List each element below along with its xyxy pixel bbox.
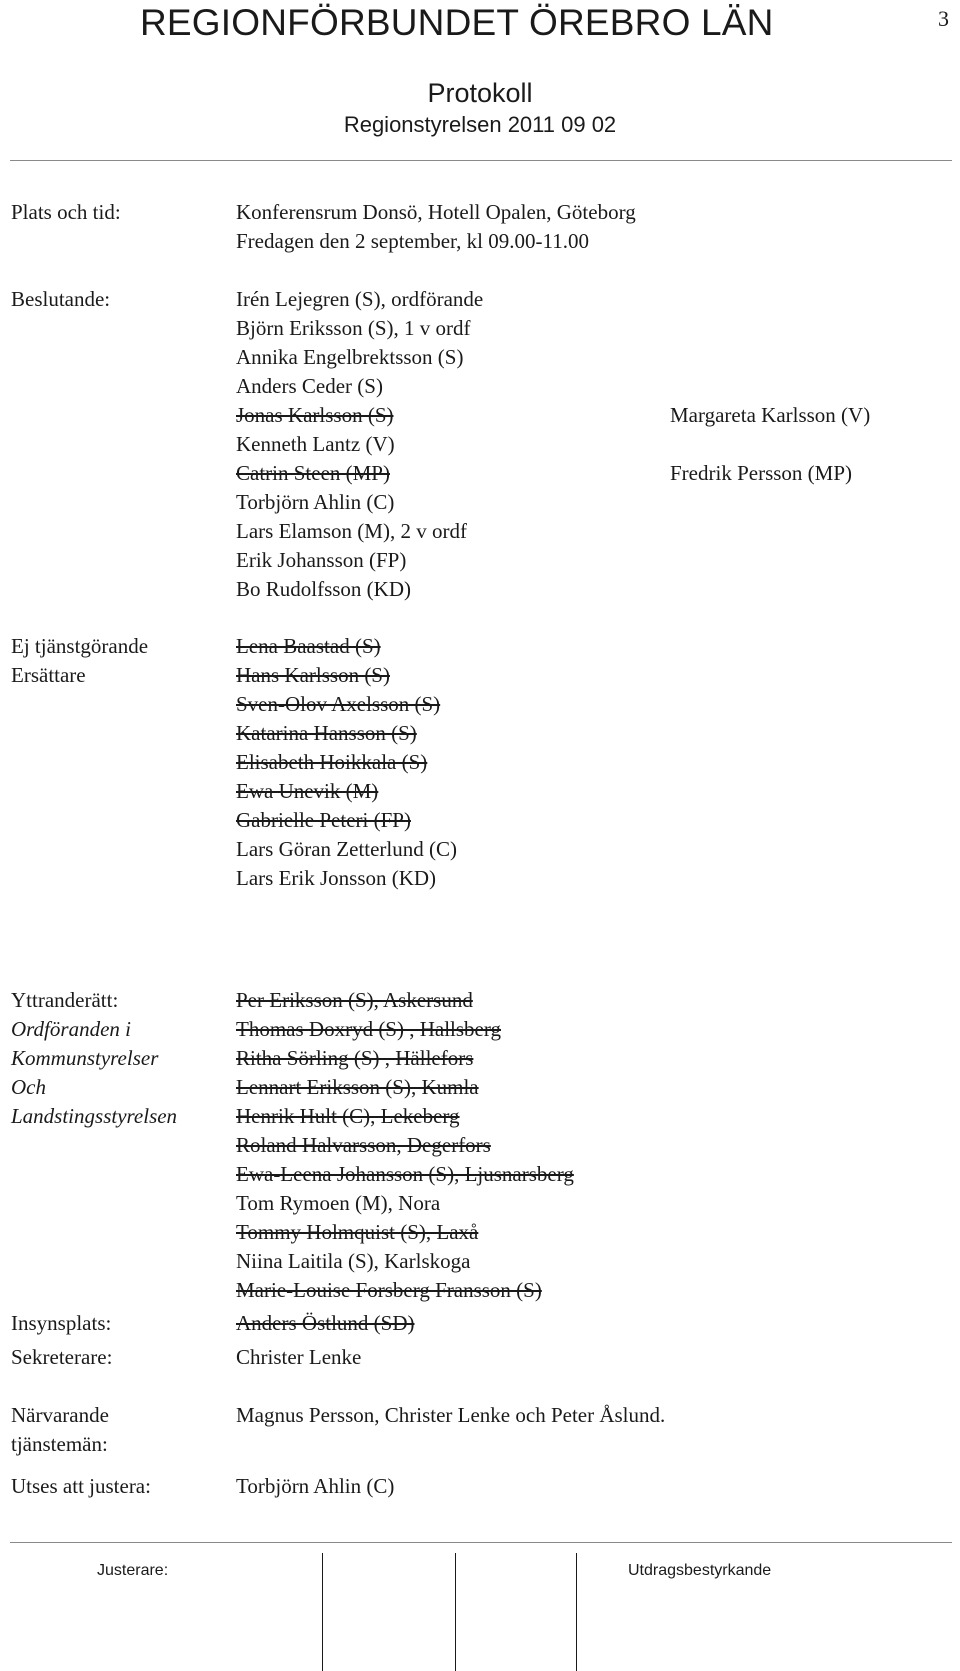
plats-line: Konferensrum Donsö, Hotell Opalen, Göteborg	[236, 200, 636, 224]
member-line: Kenneth Lantz (V)	[236, 432, 395, 456]
member-line: Lars Göran Zetterlund (C)	[236, 837, 458, 861]
plats-label: Plats och tid:	[11, 200, 121, 224]
member-line-struck: Marie-Louise Forsberg Fransson (S)	[236, 1278, 542, 1302]
signature-divider	[576, 1553, 577, 1671]
member-line-struck: Gabrielle Peteri (FP)	[236, 808, 411, 832]
plats-block	[236, 198, 636, 256]
beslutande-label-block	[11, 285, 110, 314]
sekreterare-label: Sekreterare:	[11, 1345, 113, 1369]
member-line-struck: Tommy Holmquist (S), Laxå	[236, 1220, 479, 1244]
utdragsbestyrkande-label: Utdragsbestyrkande	[628, 1562, 772, 1579]
member-line-struck: Henrik Hult (C), Lekeberg	[236, 1104, 460, 1128]
yttranderatt-list	[236, 986, 574, 1305]
member-line: Anders Ceder (S)	[236, 374, 383, 398]
ersattare-label-line1: Ej tjänstgörande	[11, 634, 149, 658]
document-subtitle: Regionstyrelsen 2011 09 02	[343, 112, 617, 137]
yttranderatt-sublabel-line: Och	[11, 1075, 46, 1099]
member-line-struck: Roland Halvarsson, Degerfors	[236, 1133, 491, 1157]
member-line: Bo Rudolfsson (KD)	[236, 577, 412, 601]
member-line: Björn Eriksson (S), 1 v ordf	[236, 316, 471, 340]
header-divider	[10, 160, 952, 161]
member-line: Tom Rymoen (M), Nora	[236, 1191, 441, 1215]
member-line-struck: Thomas Doxryd (S) , Hallsberg	[236, 1017, 501, 1041]
member-line: Lars Elamson (M), 2 v ordf	[236, 519, 467, 543]
member-line-struck: Ritha Sörling (S) , Hällefors	[236, 1046, 474, 1070]
plats-label-block	[11, 198, 121, 227]
document-title: Protokoll	[427, 78, 533, 108]
member-line: Torbjörn Ahlin (C)	[236, 490, 395, 514]
member-line: Annika Engelbrektsson (S)	[236, 345, 464, 369]
member-line-struck: Lena Baastad (S)	[236, 634, 381, 658]
sekreterare-value: Christer Lenke	[236, 1345, 362, 1369]
member-line-struck: Katarina Hansson (S)	[236, 721, 417, 745]
member-line-struck: Lennart Eriksson (S), Kumla	[236, 1075, 479, 1099]
justerare-label: Justerare:	[97, 1562, 169, 1579]
ersattare-list	[236, 632, 457, 893]
narvarande-label-block	[11, 1401, 109, 1459]
narvarande-label-line2: tjänstemän:	[11, 1432, 108, 1456]
yttranderatt-sublabel-line: Ordföranden i	[11, 1017, 131, 1041]
tid-line: Fredagen den 2 september, kl 09.00-11.00	[236, 229, 589, 253]
footer-divider	[10, 1542, 952, 1543]
member-line-struck: Ewa-Leena Johansson (S), Ljusnarsberg	[236, 1162, 574, 1186]
member-line-struck: Jonas Karlsson (S)	[236, 403, 394, 427]
justera-value: Torbjörn Ahlin (C)	[236, 1474, 395, 1498]
insynsplats-value: Anders Östlund (SD)	[236, 1311, 415, 1335]
member-line: Niina Laitila (S), Karlskoga	[236, 1249, 471, 1273]
ersattare-label-line2: Ersättare	[11, 663, 86, 687]
insynsplats-label: Insynsplats:	[11, 1311, 112, 1335]
yttranderatt-sublabel-line: Kommunstyrelser	[11, 1046, 159, 1070]
organization-title: REGIONFÖRBUNDET ÖREBRO LÄN	[140, 2, 774, 43]
beslutande-list	[236, 285, 483, 604]
yttranderatt-label: Yttranderätt:	[11, 988, 119, 1012]
narvarande-value: Magnus Persson, Christer Lenke och Peter Åslund.	[236, 1403, 666, 1427]
member-line-struck: Ewa Unevik (M)	[236, 779, 379, 803]
signature-divider	[455, 1553, 456, 1671]
member-line: Lars Erik Jonsson (KD)	[236, 866, 437, 890]
justera-label: Utses att justera:	[11, 1474, 151, 1498]
member-line-struck: Sven-Olov Axelsson (S)	[236, 692, 441, 716]
substitute-for-catrin: Fredrik Persson (MP)	[670, 461, 852, 485]
beslutande-label: Beslutande:	[11, 287, 111, 311]
member-line-struck: Catrin Steen (MP)	[236, 461, 390, 485]
member-line-struck: Elisabeth Hoikkala (S)	[236, 750, 428, 774]
member-line-struck: Per Eriksson (S), Askersund	[236, 988, 473, 1012]
substitute-for-jonas: Margareta Karlsson (V)	[670, 403, 871, 427]
yttranderatt-label-block	[11, 986, 177, 1131]
member-line-struck: Hans Karlsson (S)	[236, 663, 390, 687]
member-line: Erik Johansson (FP)	[236, 548, 407, 572]
signature-divider	[322, 1553, 323, 1671]
narvarande-label-line1: Närvarande	[11, 1403, 109, 1427]
ersattare-label-block	[11, 632, 148, 690]
member-line: Irén Lejegren (S), ordförande	[236, 287, 484, 311]
page-number: 3	[938, 6, 949, 31]
yttranderatt-sublabel-line: Landstingsstyrelsen	[11, 1104, 178, 1128]
